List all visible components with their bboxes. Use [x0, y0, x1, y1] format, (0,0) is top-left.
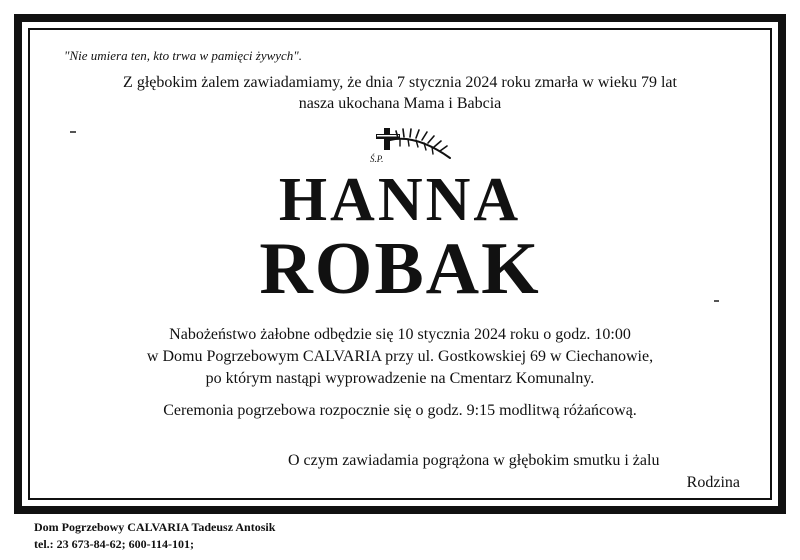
print-speck — [714, 300, 719, 302]
palm-branch-shape — [390, 129, 450, 158]
service-line-1: Nabożeństwo żałobne odbędzie się 10 stycznia 2024 roku o godz. 10:00 — [169, 326, 631, 343]
signature: Rodzina — [686, 474, 740, 491]
closing-text: O czym zawiadamia pogrążona w głębokim smutku i żalu — [288, 452, 660, 469]
service-line-2: w Domu Pogrzebowym CALVARIA przy ul. Gostkowskiej 69 w Ciechanowie, — [146, 348, 654, 365]
motto-quote: "Nie umiera ten, kto trwa w pamięci żywych". — [64, 48, 303, 63]
deceased-first-name: HANNA — [278, 166, 522, 234]
sp-label: Ś.P. — [370, 154, 384, 164]
footer-company: Dom Pogrzebowy CALVARIA Tadeusz Antosik — [34, 520, 276, 534]
ceremony-line: Ceremonia pogrzebowa rozpocznie się o godz. 9:15 modlitwą różańcową. — [163, 402, 637, 419]
print-speck — [70, 131, 76, 133]
footer-phone: tel.: 23 673-84-62; 600-114-101; — [34, 537, 194, 551]
service-line-3: po którym nastąpi wyprowadzenie na Cmentarz Komunalny. — [205, 370, 595, 387]
announcement-line-2: nasza ukochana Mama i Babcia — [298, 95, 502, 112]
deceased-last-name: ROBAK — [259, 228, 541, 310]
announcement-line-1: Z głębokim żalem zawiadamiamy, że dnia 7 stycznia 2024 roku zmarła w wieku 79 lat — [123, 74, 677, 91]
